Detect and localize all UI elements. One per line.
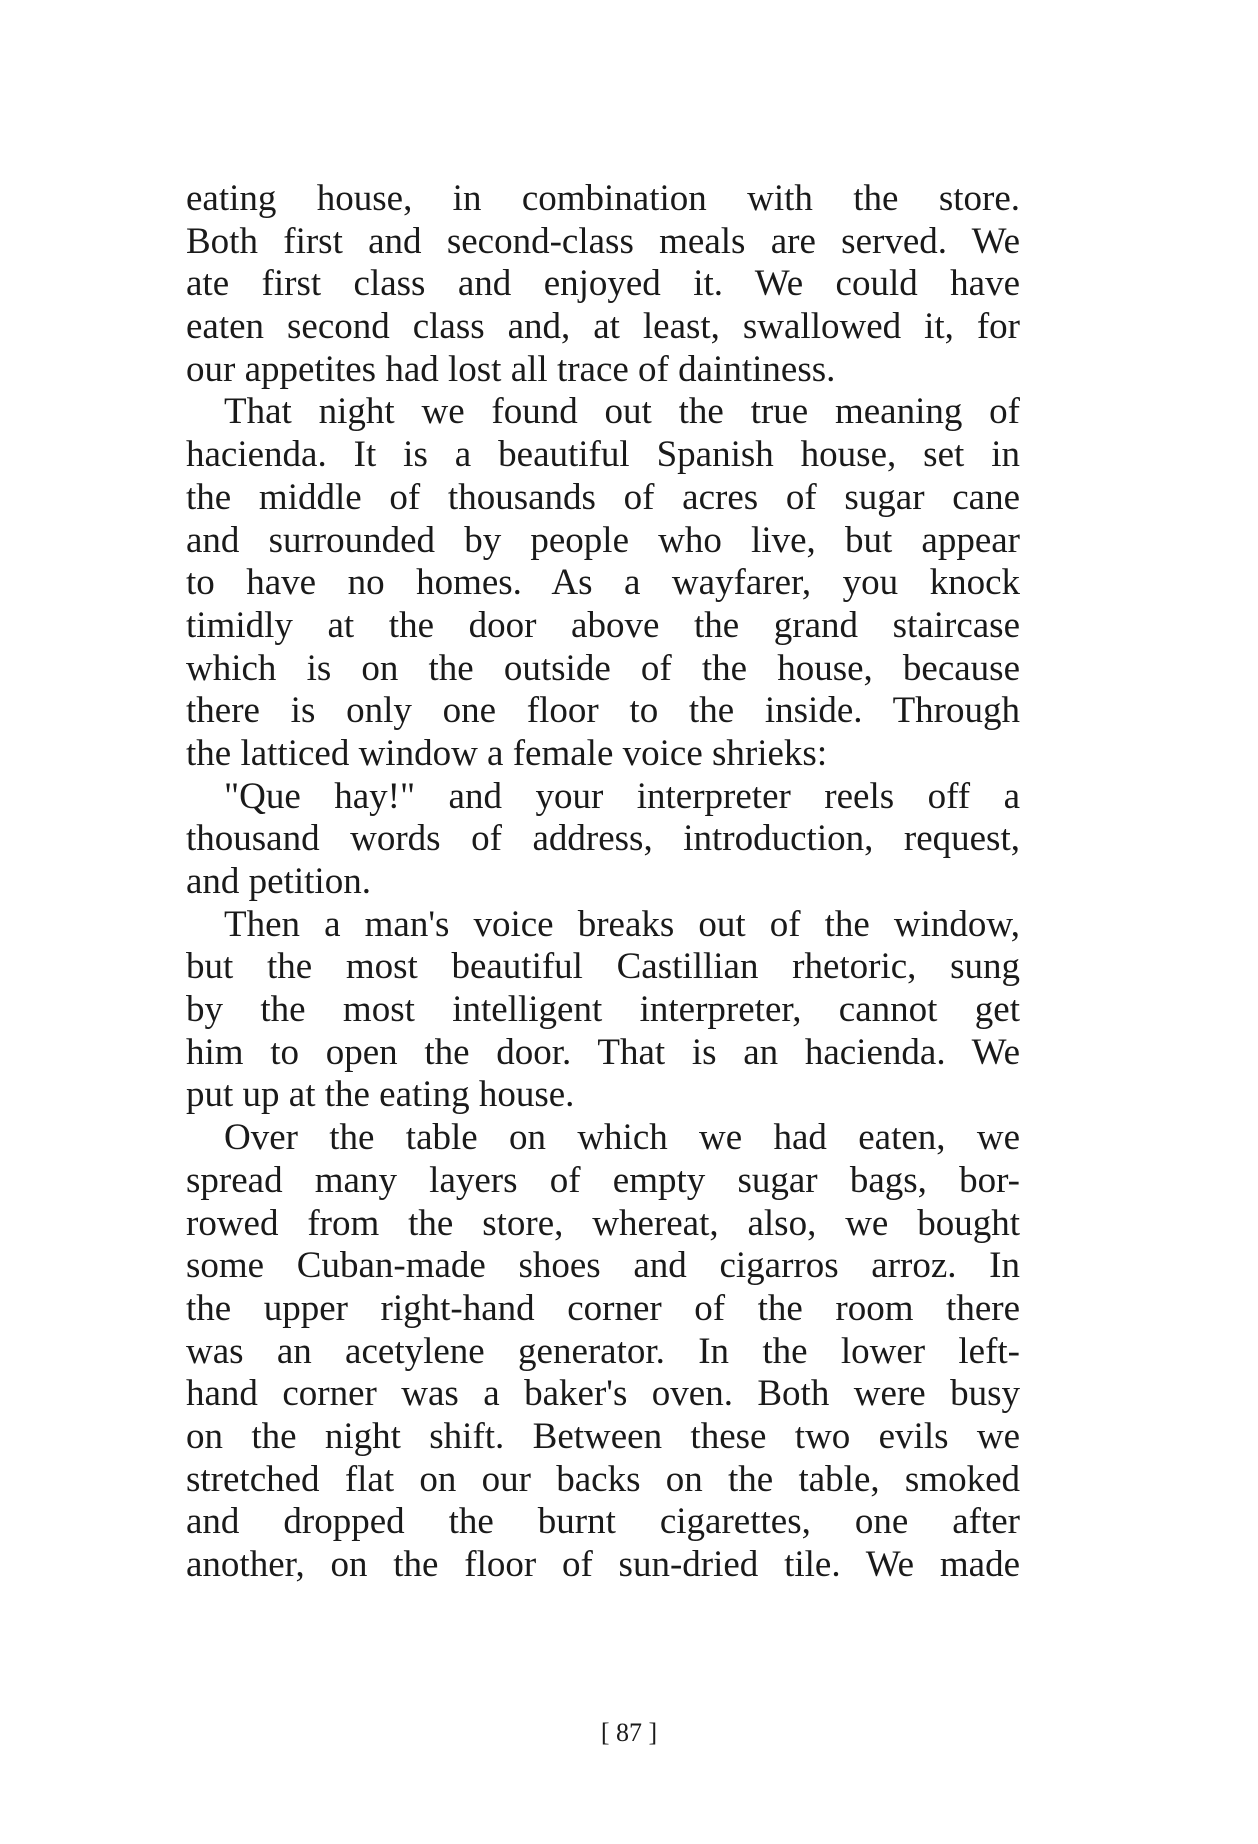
text-line: Both first and second-class meals are served. We <box>186 220 1020 262</box>
text-line: there is only one floor to the inside. Through <box>186 690 1020 732</box>
text-line: but the most beautiful Castillian rhetoric, sung <box>186 946 1020 988</box>
body-text <box>186 178 1020 1587</box>
text-line: hand corner was a baker's oven. Both were busy <box>186 1373 1020 1415</box>
text-line: thousand words of address, introduction, request, <box>186 818 1020 860</box>
text-line: and surrounded by people who live, but appear <box>186 519 1020 561</box>
text-line: our appetites had lost all trace of daintiness. <box>186 348 836 390</box>
text-line: to have no homes. As a wayfarer, you knock <box>186 562 1020 604</box>
text-line: the middle of thousands of acres of sugar cane <box>186 476 1020 518</box>
text-line: by the most intelligent interpreter, cannot get <box>186 989 1020 1031</box>
text-line: hacienda. It is a beautiful Spanish house, set in <box>186 434 1020 476</box>
text-line: another, on the floor of sun-dried tile. We made <box>186 1544 1020 1585</box>
text-line: eaten second class and, at least, swallowed it, for <box>186 306 1020 348</box>
text-line: and dropped the burnt cigarettes, one after <box>186 1501 1020 1543</box>
text-line: eating house, in combination with the store. <box>186 178 1020 219</box>
text-line: which is on the outside of the house, because <box>186 647 1020 689</box>
text-line: rowed from the store, whereat, also, we bought <box>186 1202 1020 1244</box>
page-number: [ 87 ] <box>600 1718 658 1747</box>
text-line: the upper right-hand corner of the room there <box>186 1287 1020 1329</box>
text-line: put up at the eating house. <box>186 1074 575 1116</box>
text-line: spread many layers of empty sugar bags, bor- <box>186 1159 1020 1201</box>
text-line: and petition. <box>186 861 371 902</box>
text-line: the latticed window a female voice shrieks: <box>186 732 828 774</box>
text-line: "Que hay!" and your interpreter reels off a <box>224 775 1020 817</box>
text-line: him to open the door. That is an hacienda. We <box>186 1031 1020 1073</box>
text-line: stretched flat on our backs on the table, smoked <box>186 1458 1020 1500</box>
text-line: on the night shift. Between these two evils we <box>186 1415 1020 1457</box>
text-line: was an acetylene generator. In the lower left- <box>186 1330 1020 1372</box>
text-line: timidly at the door above the grand staircase <box>186 604 1020 646</box>
text-line: That night we found out the true meaning of <box>224 391 1020 433</box>
text-line: some Cuban-made shoes and cigarros arroz. In <box>186 1245 1020 1287</box>
text-line: ate first class and enjoyed it. We could have <box>186 263 1020 305</box>
text-line: Then a man's voice breaks out of the window, <box>224 903 1020 945</box>
text-line: Over the table on which we had eaten, we <box>224 1117 1020 1159</box>
